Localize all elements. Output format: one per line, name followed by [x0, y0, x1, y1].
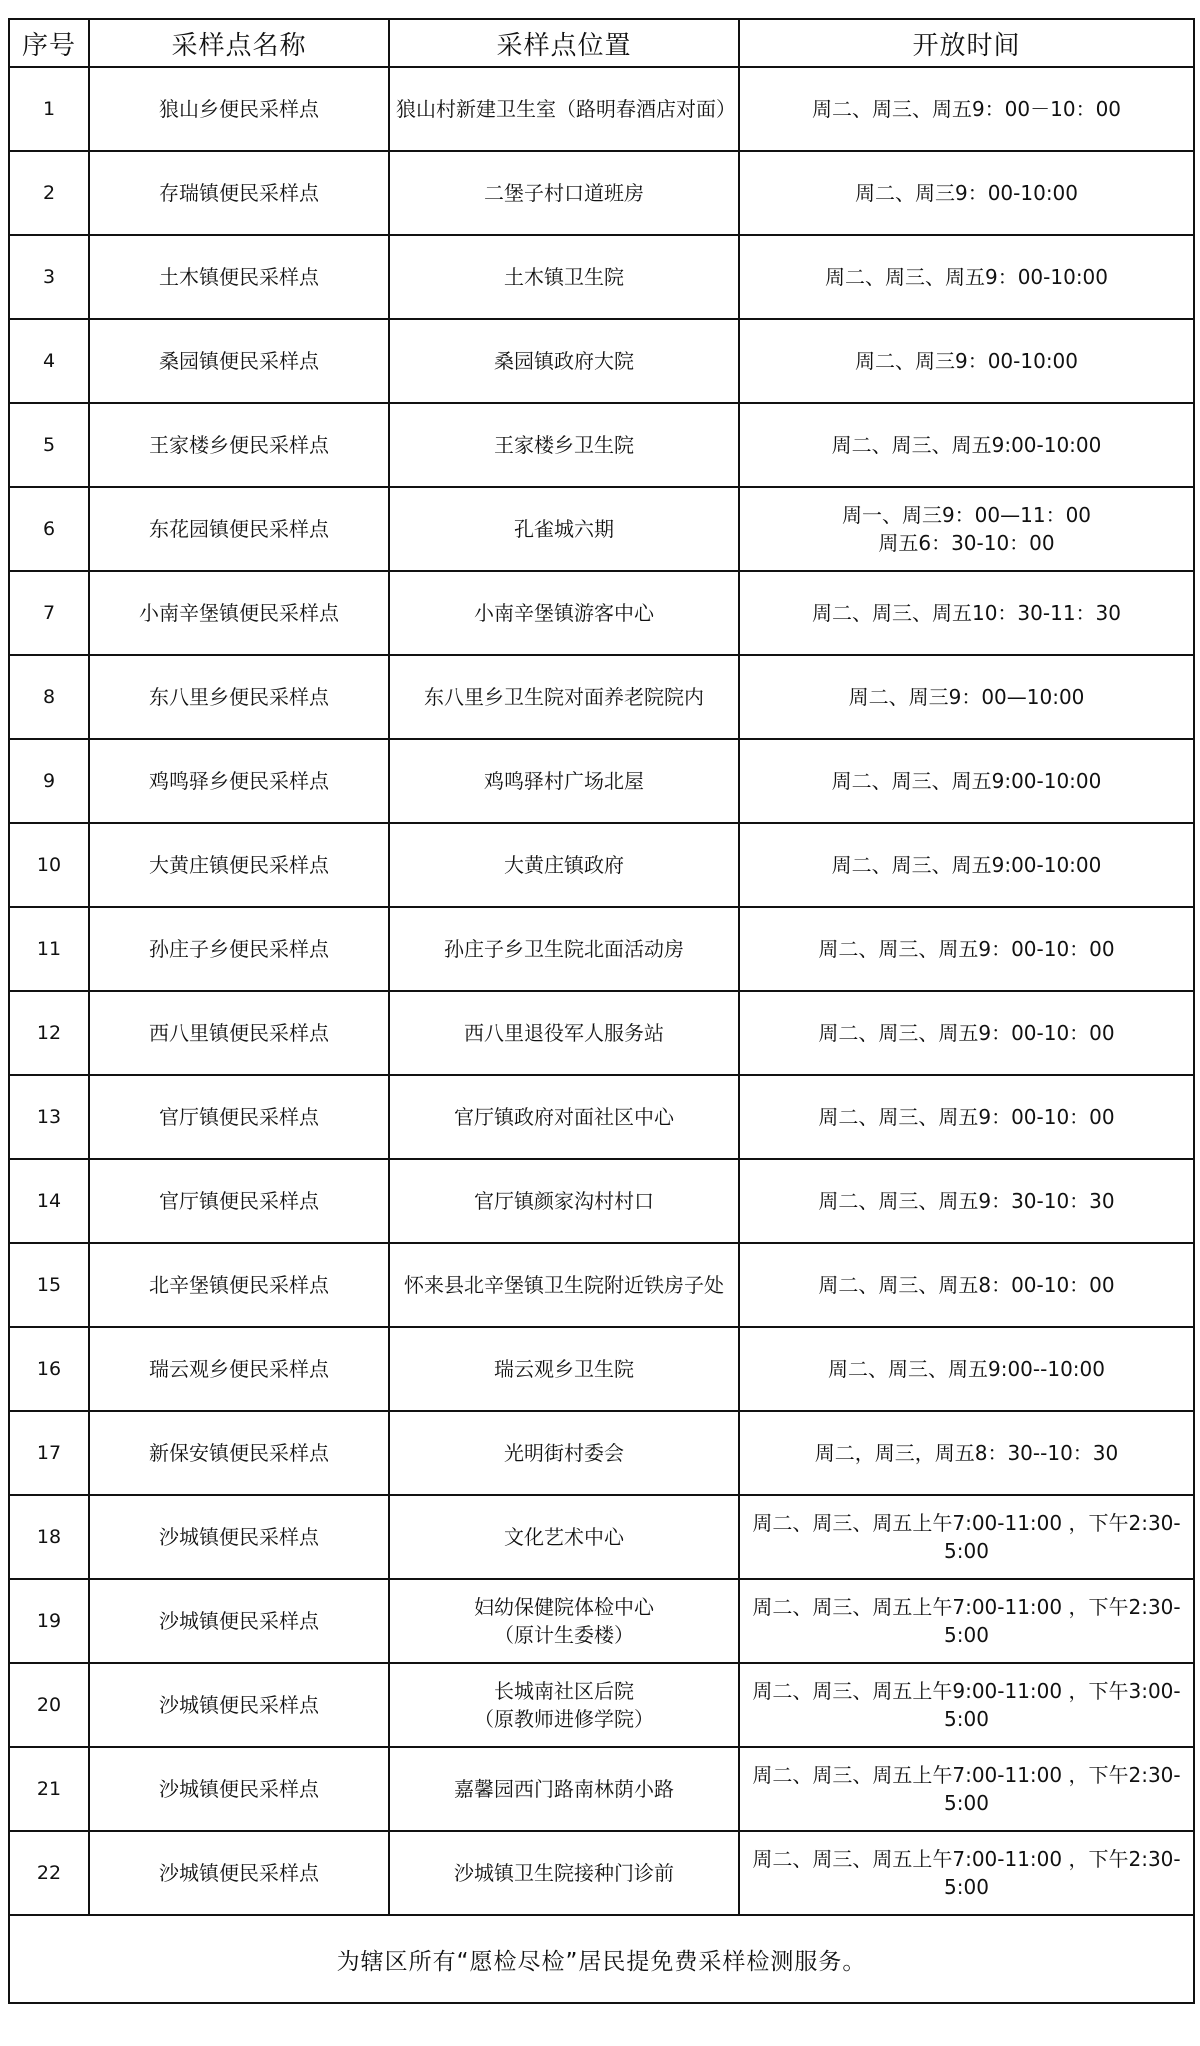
- header-number: 序号: [9, 19, 89, 67]
- open-hours: [739, 1831, 1194, 1915]
- row-number: 1: [9, 67, 89, 151]
- site-name: 沙城镇便民采样点: [89, 1579, 389, 1663]
- open-hours: [739, 1579, 1194, 1663]
- site-name: 鸡鸣驿乡便民采样点: [89, 739, 389, 823]
- site-name: 官厅镇便民采样点: [89, 1075, 389, 1159]
- table-row: [9, 1075, 1194, 1159]
- site-location: [389, 151, 739, 235]
- row-number: 7: [9, 571, 89, 655]
- open-hours: [739, 823, 1194, 907]
- site-location: [389, 907, 739, 991]
- table-row: [9, 739, 1194, 823]
- site-name: 沙城镇便民采样点: [89, 1495, 389, 1579]
- open-hours-line: 周二、周三、周五9：00-10：00: [818, 1105, 1115, 1129]
- row-number: 15: [9, 1243, 89, 1327]
- open-hours: [739, 1411, 1194, 1495]
- site-name: 官厅镇便民采样点: [89, 1159, 389, 1243]
- table-row: [9, 907, 1194, 991]
- site-location-line: 沙城镇卫生院接种门诊前: [454, 1861, 674, 1885]
- table-row: [9, 67, 1194, 151]
- open-hours-line: 周二、周三、周五上午9:00-11:00 ，下午3:00-5:00: [752, 1679, 1181, 1731]
- site-location-line: 孙庄子乡卫生院北面活动房: [444, 937, 684, 961]
- site-location-line: 鸡鸣驿村广场北屋: [484, 769, 644, 793]
- row-number: 17: [9, 1411, 89, 1495]
- open-hours: [739, 1663, 1194, 1747]
- site-location-line: （原教师进修学院）: [474, 1707, 654, 1731]
- site-name: 沙城镇便民采样点: [89, 1831, 389, 1915]
- site-location-line: 狼山村新建卫生室（路明春酒店对面）: [396, 97, 736, 121]
- table-row: [9, 655, 1194, 739]
- table-row: [9, 1159, 1194, 1243]
- site-name: 王家楼乡便民采样点: [89, 403, 389, 487]
- open-hours-line: 周二、周三、周五9:00-10:00: [831, 769, 1102, 793]
- table-row: [9, 1579, 1194, 1663]
- footer-row: [9, 1915, 1194, 2003]
- open-hours-line: 周五6：30-10：00: [878, 531, 1055, 555]
- table-row: [9, 1495, 1194, 1579]
- site-location-line: 西八里退役军人服务站: [464, 1021, 664, 1045]
- open-hours-line: 周二、周三、周五8：00-10：00: [818, 1273, 1115, 1297]
- open-hours-line: 周二、周三、周五9：00-10:00: [824, 265, 1109, 289]
- open-hours: [739, 151, 1194, 235]
- site-location-line: 瑞云观乡卫生院: [494, 1357, 634, 1381]
- open-hours-line: 周二、周三9：00-10:00: [854, 349, 1079, 373]
- open-hours-line: 周二、周三、周五9：00-10：00: [818, 1021, 1115, 1045]
- site-location: [389, 991, 739, 1075]
- site-name: 桑园镇便民采样点: [89, 319, 389, 403]
- site-location-line: 东八里乡卫生院对面养老院院内: [424, 685, 704, 709]
- table-row: [9, 1411, 1194, 1495]
- open-hours: [739, 907, 1194, 991]
- site-location-line: 光明街村委会: [504, 1441, 624, 1465]
- open-hours-line: 周二、周三、周五9:00-10:00: [831, 853, 1102, 877]
- site-location: [389, 823, 739, 907]
- open-hours: [739, 1495, 1194, 1579]
- site-location-line: 土木镇卫生院: [504, 265, 624, 289]
- row-number: 16: [9, 1327, 89, 1411]
- row-number: 18: [9, 1495, 89, 1579]
- site-name: 存瑞镇便民采样点: [89, 151, 389, 235]
- row-number: 3: [9, 235, 89, 319]
- open-hours-line: 周二、周三、周五10：30-11：30: [811, 601, 1121, 625]
- row-number: 22: [9, 1831, 89, 1915]
- open-hours-line: 周二、周三、周五9：30-10：30: [818, 1189, 1115, 1213]
- row-number: 14: [9, 1159, 89, 1243]
- open-hours-line: 周二、周三、周五9：00-10：00: [818, 937, 1115, 961]
- row-number: 10: [9, 823, 89, 907]
- table-row: [9, 991, 1194, 1075]
- site-location-line: 长城南社区后院: [494, 1679, 634, 1703]
- site-location-line: 小南辛堡镇游客中心: [474, 601, 654, 625]
- site-location: [389, 1243, 739, 1327]
- table-body: [9, 67, 1194, 1915]
- open-hours: [739, 1327, 1194, 1411]
- open-hours: [739, 991, 1194, 1075]
- open-hours-line: 周二、周三、周五9：00－10：00: [811, 97, 1122, 121]
- open-hours: [739, 1075, 1194, 1159]
- site-location-line: 官厅镇颜家沟村村口: [474, 1189, 654, 1213]
- site-location-line: 桑园镇政府大院: [494, 349, 634, 373]
- header-row: [9, 19, 1194, 67]
- site-location: [389, 1495, 739, 1579]
- site-name: 沙城镇便民采样点: [89, 1747, 389, 1831]
- site-location: [389, 1411, 739, 1495]
- site-name: 东花园镇便民采样点: [89, 487, 389, 571]
- open-hours-line: 周二、周三、周五上午7:00-11:00 ，下午2:30-5:00: [752, 1847, 1181, 1899]
- site-location-line: （原计生委楼）: [494, 1623, 634, 1647]
- site-location: [389, 1075, 739, 1159]
- row-number: 8: [9, 655, 89, 739]
- table-row: [9, 403, 1194, 487]
- table-row: [9, 319, 1194, 403]
- site-location: [389, 487, 739, 571]
- open-hours-line: 周二，周三，周五8：30--10：30: [814, 1441, 1119, 1465]
- row-number: 9: [9, 739, 89, 823]
- open-hours-line: 周二、周三9：00-10:00: [854, 181, 1079, 205]
- table-row: [9, 1831, 1194, 1915]
- row-number: 11: [9, 907, 89, 991]
- row-number: 21: [9, 1747, 89, 1831]
- site-location: [389, 235, 739, 319]
- table-row: [9, 1663, 1194, 1747]
- site-location-line: 二堡子村口道班房: [484, 181, 644, 205]
- table-row: [9, 235, 1194, 319]
- row-number: 19: [9, 1579, 89, 1663]
- site-location: [389, 319, 739, 403]
- open-hours-line: 周二、周三、周五上午7:00-11:00 ，下午2:30-5:00: [752, 1763, 1181, 1815]
- site-name: 小南辛堡镇便民采样点: [89, 571, 389, 655]
- site-name: 新保安镇便民采样点: [89, 1411, 389, 1495]
- open-hours: [739, 1159, 1194, 1243]
- open-hours-line: 周二、周三9：00—10:00: [848, 685, 1085, 709]
- site-name: 大黄庄镇便民采样点: [89, 823, 389, 907]
- open-hours-line: 周二、周三、周五9:00--10:00: [828, 1357, 1105, 1381]
- row-number: 2: [9, 151, 89, 235]
- site-name: 狼山乡便民采样点: [89, 67, 389, 151]
- site-location-line: 怀来县北辛堡镇卫生院附近铁房子处: [404, 1273, 724, 1297]
- site-location-line: 孔雀城六期: [514, 517, 614, 541]
- row-number: 5: [9, 403, 89, 487]
- open-hours: [739, 571, 1194, 655]
- open-hours-line: 周二、周三、周五上午7:00-11:00 ，下午2:30-5:00: [752, 1595, 1181, 1647]
- row-number: 12: [9, 991, 89, 1075]
- site-location-line: 嘉馨园西门路南林荫小路: [454, 1777, 674, 1801]
- row-number: 20: [9, 1663, 89, 1747]
- open-hours-line: 周一、周三9：00—11：00: [841, 503, 1092, 527]
- site-location-line: 文化艺术中心: [504, 1525, 624, 1549]
- site-location: [389, 1327, 739, 1411]
- site-location-line: 妇幼保健院体检中心: [474, 1595, 654, 1619]
- site-name: 西八里镇便民采样点: [89, 991, 389, 1075]
- site-location: [389, 1579, 739, 1663]
- sampling-sites-sheet: [8, 18, 1193, 2004]
- table-row: [9, 823, 1194, 907]
- open-hours: [739, 1747, 1194, 1831]
- site-location: [389, 1831, 739, 1915]
- site-name: 沙城镇便民采样点: [89, 1663, 389, 1747]
- site-name: 北辛堡镇便民采样点: [89, 1243, 389, 1327]
- open-hours-line: 周二、周三、周五9:00-10:00: [831, 433, 1102, 457]
- site-location: [389, 571, 739, 655]
- row-number: 4: [9, 319, 89, 403]
- site-location: [389, 655, 739, 739]
- open-hours: [739, 67, 1194, 151]
- site-location: [389, 67, 739, 151]
- site-name: 孙庄子乡便民采样点: [89, 907, 389, 991]
- header-site-name: 采样点名称: [89, 19, 389, 67]
- site-location: [389, 1747, 739, 1831]
- table-row: [9, 1747, 1194, 1831]
- header-site-location: 采样点位置: [389, 19, 739, 67]
- site-name: 东八里乡便民采样点: [89, 655, 389, 739]
- table-row: [9, 1243, 1194, 1327]
- open-hours: [739, 403, 1194, 487]
- open-hours: [739, 319, 1194, 403]
- table-row: [9, 1327, 1194, 1411]
- open-hours-line: 周二、周三、周五上午7:00-11:00 ，下午2:30-5:00: [752, 1511, 1181, 1563]
- sampling-sites-table: [8, 18, 1195, 2004]
- header-open-hours: 开放时间: [739, 19, 1194, 67]
- site-location: [389, 403, 739, 487]
- open-hours: [739, 235, 1194, 319]
- table-row: [9, 487, 1194, 571]
- site-location-line: 官厅镇政府对面社区中心: [454, 1105, 674, 1129]
- table-row: [9, 571, 1194, 655]
- site-name: 土木镇便民采样点: [89, 235, 389, 319]
- open-hours: [739, 655, 1194, 739]
- open-hours: [739, 487, 1194, 571]
- site-location: [389, 1663, 739, 1747]
- site-name: 瑞云观乡便民采样点: [89, 1327, 389, 1411]
- row-number: 13: [9, 1075, 89, 1159]
- site-location-line: 王家楼乡卫生院: [494, 433, 634, 457]
- site-location-line: 大黄庄镇政府: [504, 853, 624, 877]
- row-number: 6: [9, 487, 89, 571]
- table-row: [9, 151, 1194, 235]
- open-hours: [739, 739, 1194, 823]
- site-location: [389, 1159, 739, 1243]
- site-location: [389, 739, 739, 823]
- service-note: 为辖区所有“愿检尽检”居民提免费采样检测服务。: [9, 1915, 1194, 2003]
- open-hours: [739, 1243, 1194, 1327]
